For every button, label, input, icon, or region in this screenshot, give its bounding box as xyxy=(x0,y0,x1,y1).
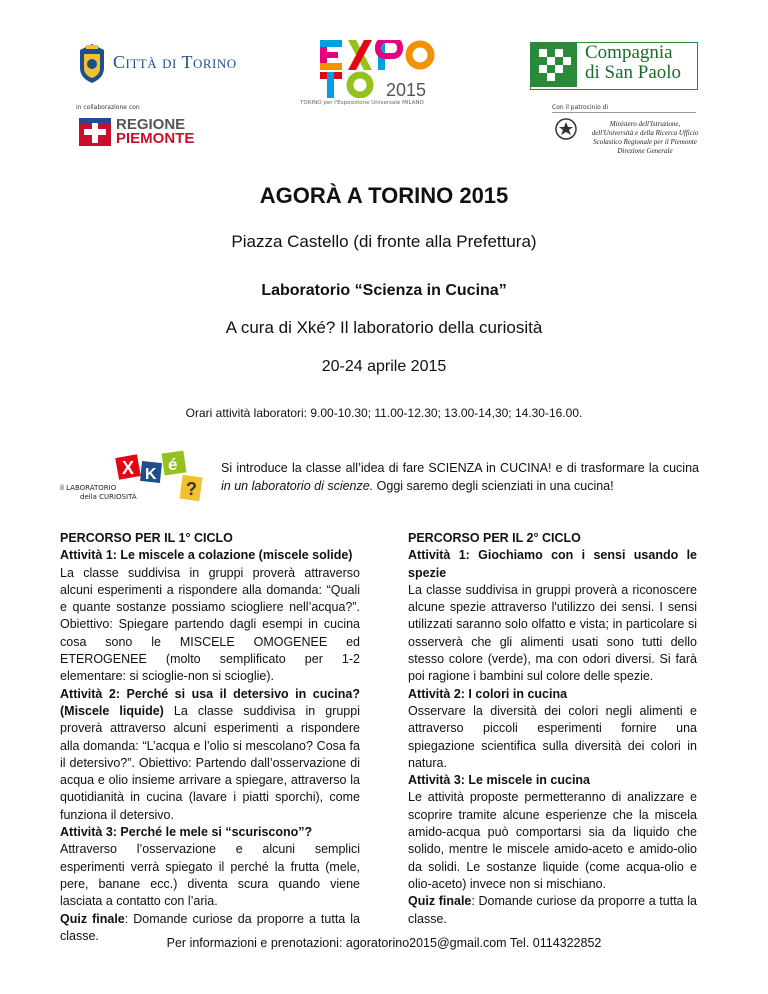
torino-logo-text: Città di Torino xyxy=(113,52,237,72)
xke-label-line2: della CURIOSITÀ xyxy=(80,493,137,501)
regione-piemonte-logo xyxy=(79,118,111,146)
xke-label xyxy=(60,484,137,502)
activity-title: Attività 1: Le miscele a colazione (miscele solide) xyxy=(60,548,353,563)
intro-part1: Si introduce la classe all’idea di fare SCIENZA in CUCINA! e di trasformare la cucina xyxy=(221,461,699,475)
activity-text: La classe suddivisa in gruppi proverà attraverso alcuni esperimenti a rispondere alla domanda: “Quali e quante sostanze possiamo sciogliere nell’acqua?”. Obiettivo: Spiegare partendo dagli esempi in cucina cosa sono le MISCELE OMOGENEE ed ETEROGENEE (molto semplificato per 1-2 elementare: si scioglie-non si scioglie). xyxy=(60,565,360,684)
regione-logo-text xyxy=(116,118,194,146)
intro-italic: in un laboratorio di scienze. xyxy=(221,479,374,493)
percorso-1-ciclo xyxy=(60,530,360,945)
activity-title: Attività 2: Perché si usa il detersivo in cucina? (Miscele liquide) xyxy=(60,686,360,718)
regione-line1: REGIONE xyxy=(116,116,186,133)
quiz-title: Quiz finale xyxy=(60,911,125,926)
percorso-2-ciclo xyxy=(408,530,697,928)
italian-republic-emblem-icon xyxy=(555,118,577,140)
section-heading: PERCORSO PER IL 1° CICLO xyxy=(60,531,233,545)
curated-by: A cura di Xké? Il laboratorio della curiosità xyxy=(225,318,543,337)
expo-year: 2015 xyxy=(386,80,427,100)
collaboration-label: in collaborazione con xyxy=(76,104,140,111)
expo-subtitle: TORINO per l'Esposizione Universale MILANO xyxy=(300,100,424,106)
activity-text: Le attività proposte permetteranno di analizzare e scoprire tramite alcune esperienze che la miscela amido-acqua può comportarsi sia da liquido che solido, mentre le miscele amido-aceto e amido-olio da solidi. Le sostanze liquide (come acqua-olio e olio-aceto) invece non si mischiano. xyxy=(408,790,697,891)
intro-text xyxy=(221,459,699,495)
section-heading: PERCORSO PER IL 2° CICLO xyxy=(408,531,581,545)
event-dates: 20-24 aprile 2015 xyxy=(321,358,447,375)
activity-2 xyxy=(60,686,360,824)
ministero-text: Ministero dell'Istruzione, dell'Università e della Ricerca Ufficio Scolastico Regionale per il Piemonte Direzione Generale xyxy=(591,120,699,155)
page-title: AGORÀ A TORINO 2015 xyxy=(259,183,509,208)
activity-text: Osservare la diversità dei colori negli alimenti e attraverso piccoli esperimenti fornire una spiegazione scientifica sulla diversità dei colori in natura. xyxy=(408,703,697,770)
csp-line1: Compagnia xyxy=(585,42,673,63)
quiz-text: : Domande curiose da proporre a tutta la classe. xyxy=(60,911,360,943)
activity-title: Attività 3: Le miscele in cucina xyxy=(408,773,591,788)
activity-title: Attività 3: Perché le mele si “scuriscono”? xyxy=(60,825,313,840)
svg-text:K: K xyxy=(145,466,157,483)
activity-text: Attraverso l’osservazione e alcuni semplici esperimenti verrà spiegato il perché la frutta (mele, pere, banane ecc.) diventa scura quando viene lasciata a contatto con l’aria. xyxy=(60,842,360,909)
patrocinio-divider xyxy=(552,112,696,113)
lab-title: Laboratorio “Scienza in Cucina” xyxy=(261,282,507,299)
xke-label-line1: il LABORATORIO xyxy=(60,484,117,492)
csp-line2: di San Paolo xyxy=(585,62,682,83)
svg-text:?: ? xyxy=(186,479,197,499)
svg-text:X: X xyxy=(122,458,135,478)
csp-logo-text xyxy=(585,43,681,83)
patrocinio-label: Con il patrocinio di xyxy=(552,104,609,111)
expo-2015-logo xyxy=(320,40,450,98)
contact-footer: Per informazioni e prenotazioni: agoratorino2015@gmail.com Tel. 0114322852 xyxy=(166,936,602,950)
svg-text:é: é xyxy=(168,455,178,474)
quiz xyxy=(408,893,697,928)
quiz-title: Quiz finale xyxy=(408,894,472,909)
torino-shield-logo xyxy=(76,42,108,84)
intro-part2: Oggi saremo degli scienziati in una cucina! xyxy=(373,479,614,493)
csp-mark-icon xyxy=(531,43,577,87)
venue: Piazza Castello (di fronte alla Prefettura) xyxy=(231,232,537,251)
activity-title: Attività 1: Giochiamo con i sensi usando le spezie xyxy=(408,548,697,580)
activity-text: La classe suddivisa in gruppi proverà attraverso alcuni esperimenti a rispondere alla domanda: “L’acqua e l’olio si mescolano? Cosa fa il detersivo?”. Obiettivo: Partendo dall’osservazione di acqua e olio insieme arrivare a spiegare, attraverso la quotidianità in cucina (lavare i piatti sporchi), come funziona il detersivo. xyxy=(60,703,360,822)
quiz-text: : Domande curiose da proporre a tutta la classe. xyxy=(408,894,697,926)
regione-line2: PIEMONTE xyxy=(116,130,195,147)
activity-text: La classe suddivisa in gruppi proverà a riconoscere alcune spezie attraverso l'utilizzo dei sensi. I sensi utilizzati saranno solo olfatto e vista; in particolare si osserverà che gli alimenti usati sono tutti dello stesso colore (verde), ma con odori diversi. Si farà poi ragione i bambini sul colore delle spezie. xyxy=(408,582,697,684)
activity-title: Attività 2: I colori in cucina xyxy=(408,686,568,701)
lab-hours: Orari attività laboratori: 9.00-10.30; 11.00-12.30; 13.00-14,30; 14.30-16.00. xyxy=(185,406,583,420)
